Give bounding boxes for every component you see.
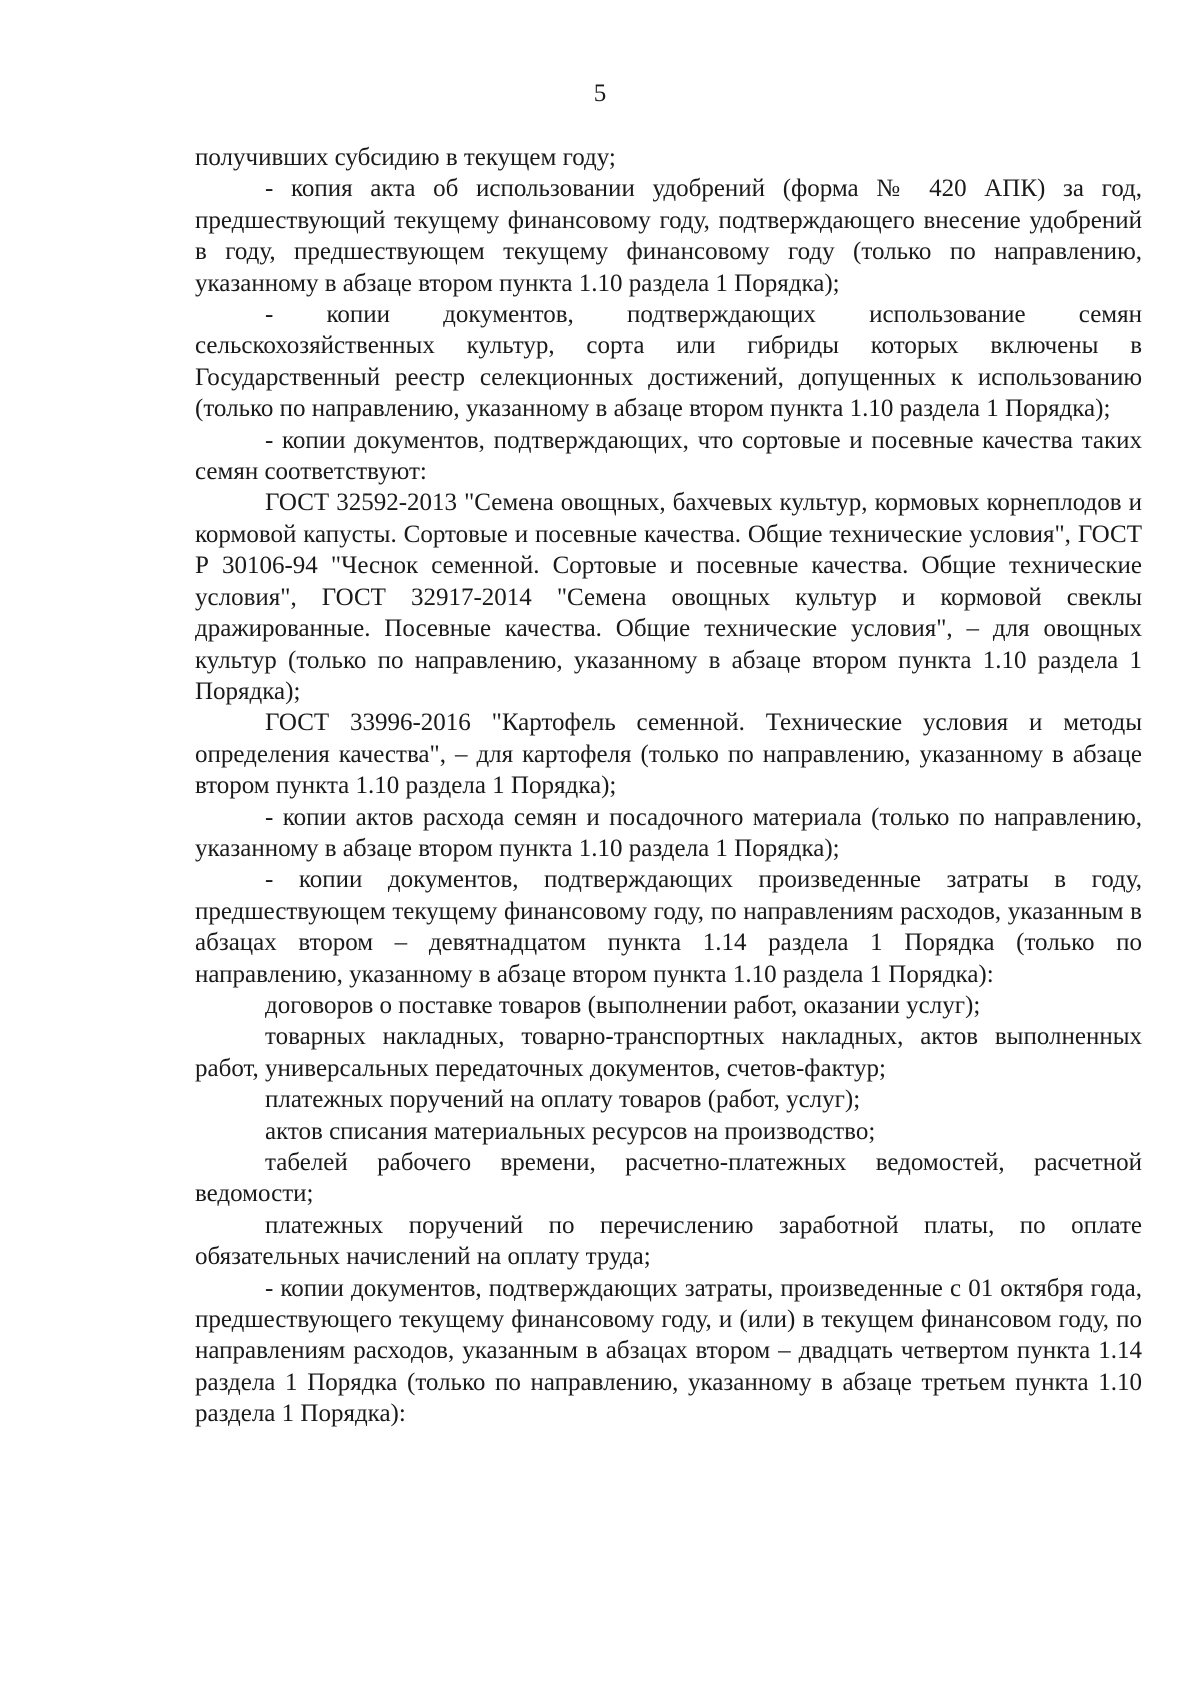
paragraph: - копии актов расхода семян и посадочного материала (только по направлению, указанному в абзаце втором пункта 1.10 раздела 1 Порядка); [195,803,1142,862]
paragraph: получивших субсидию в текущем году; [195,144,616,171]
paragraph: - копии документов, подтверждающих произведенные затраты в году, предшествующем текущему финансовому году, по направлениям расходов, указанным в абзацах втором – девятнадцатом пункта 1.14 раздела 1 Порядка (только по направлению, указанному в абзаце втором пункта 1.10 раздела 1 Порядка): [195,866,1142,988]
page-number: 5 [593,80,607,107]
paragraph: - копии документов, подтверждающих, что сортовые и посевные качества таких семян соответствуют: [195,426,1142,486]
paragraph: ГОСТ 33996-2016 "Картофель семенной. Технические условия и методы определения качества", – для картофеля (только по направлению, указанному в абзаце втором пункта 1.10 раздела 1 Порядка); [195,709,1142,800]
paragraph: ГОСТ 32592-2013 "Семена овощных, бахчевых культур, кормовых корнеплодов и кормовой капусты. Сортовые и посевные качества. Общие технические условия", ГОСТ Р 30106-94 "Чеснок семенной. Сортовые и посевные качества. Общие технические условия", ГОСТ 32917-2014 "Семена овощных культур и кормовой свеклы дражированные. Посевные качества. Общие технические условия", – для овощных культур (только по направлению, указанному в абзаце втором пункта 1.10 раздела 1 Порядка); [195,489,1142,705]
paragraph: табелей рабочего времени, расчетно-платежных ведомостей, расчетной ведомости; [195,1149,1142,1208]
paragraph: актов списания материальных ресурсов на производство; [265,1117,876,1145]
paragraph: - копии документов, подтверждающих использование семян сельскохозяйственных культур, сорта или гибриды которых включены в Государственный реестр селекционных достижений, допущенных к использованию (только по направлению, указанному в абзаце втором пункта 1.10 раздела 1 Порядка); [195,301,1142,423]
paragraph: товарных накладных, товарно-транспортных накладных, актов выполненных работ, универсальных передаточных документов, счетов-фактур; [195,1023,1142,1082]
paragraph: платежных поручений на оплату товаров (работ, услуг); [265,1086,861,1114]
paragraph: платежных поручений по перечислению заработной платы, по оплате обязательных начислений на оплату труда; [195,1211,1142,1271]
paragraph: - копия акта об использовании удобрений (форма № 420 АПК) за год, предшествующий текущему финансовому году, подтверждающего внесение удобрений в году, предшествующем текущему финансовому году (только по направлению, указанному в абзаце втором пункта 1.10 раздела 1 Порядка); [195,175,1142,297]
paragraph: - копии документов, подтверждающих затраты, произведенные с 01 октября года, предшествующего текущему финансовому году, и (или) в текущем финансовом году, по направлениям расходов, указанным в абзацах втором – двадцать четвертом пункта 1.14 раздела 1 Порядка (только по направлению, указанному в абзаце третьем пункта 1.10 раздела 1 Порядка): [195,1274,1142,1428]
paragraph: договоров о поставке товаров (выполнении работ, оказании услуг); [265,991,981,1019]
document-body [195,142,1142,1430]
